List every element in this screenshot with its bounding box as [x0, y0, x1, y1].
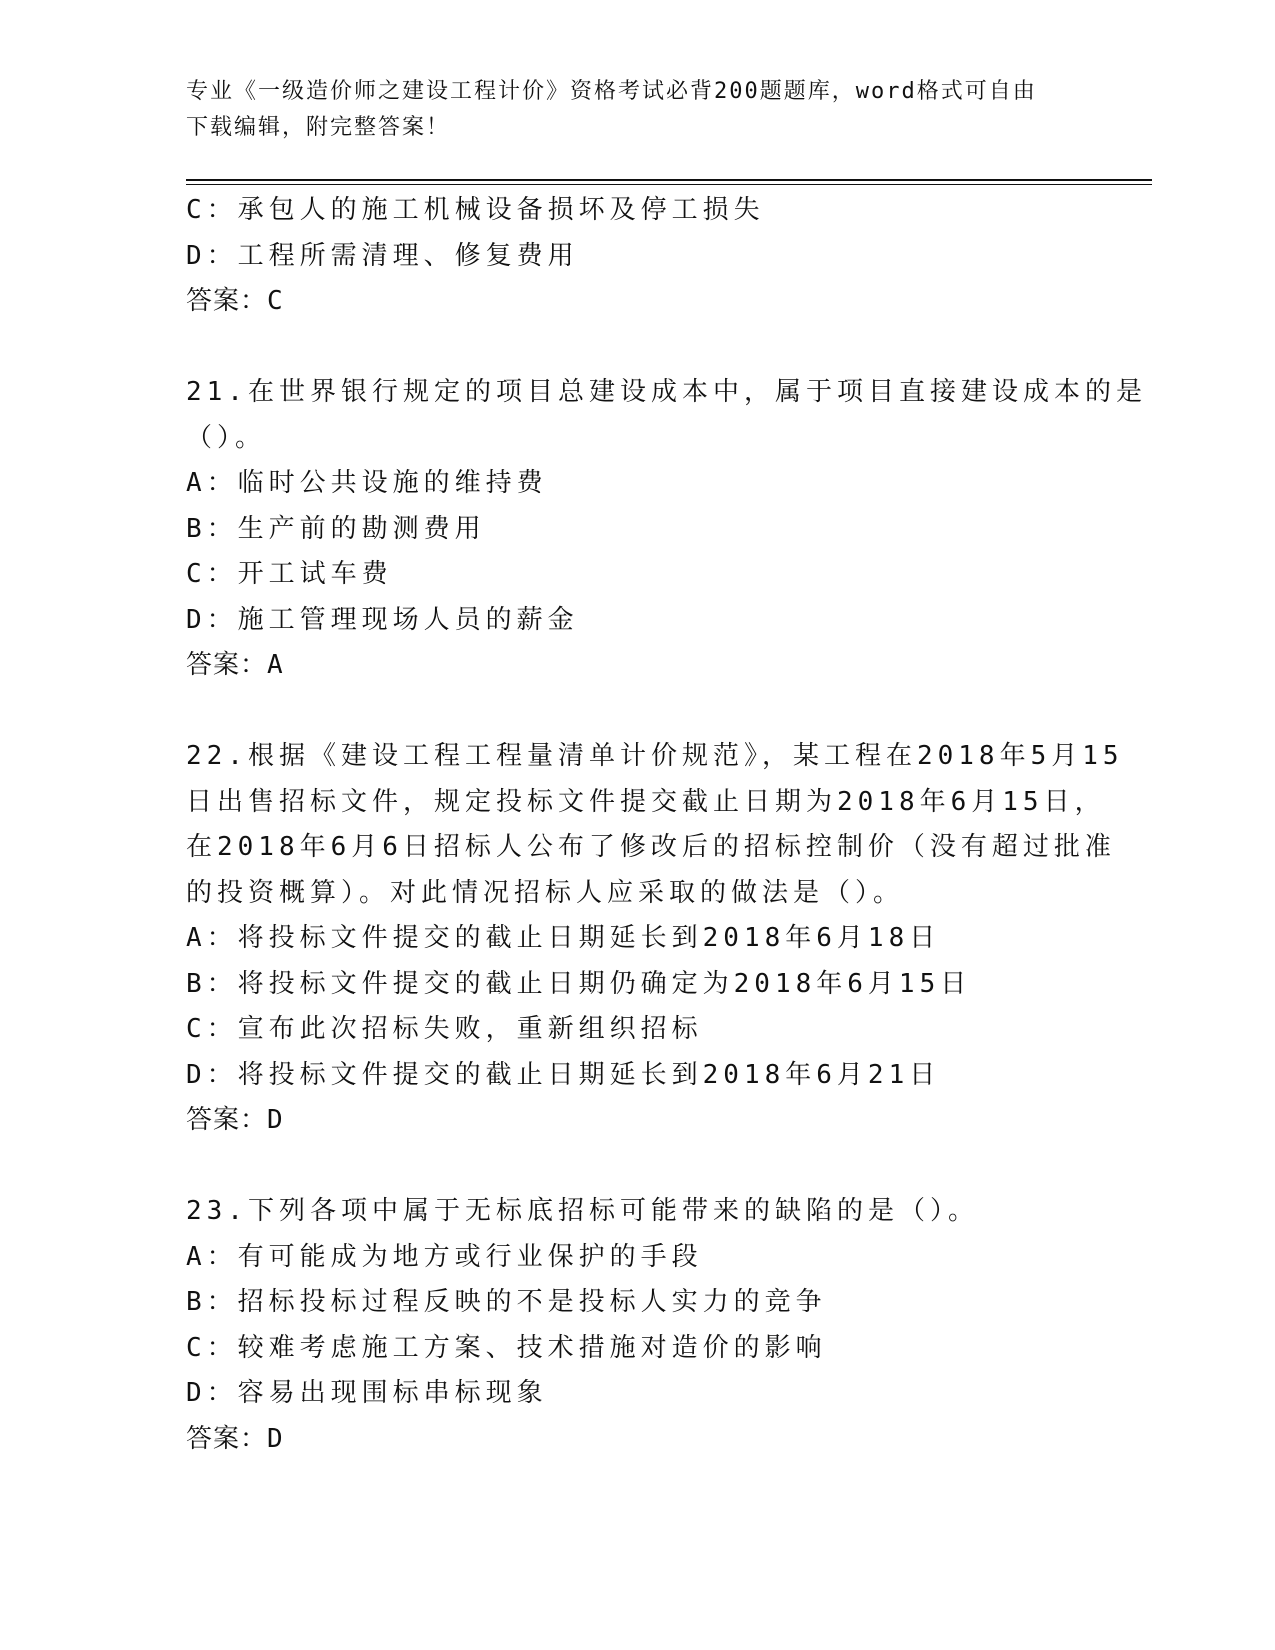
- option-c: C：宣布此次招标失败，重新组织招标: [186, 1014, 703, 1044]
- option-d: D：施工管理现场人员的薪金: [186, 604, 579, 635]
- spacer: [186, 689, 1086, 735]
- option-d: D：将投标文件提交的截止日期延长到2018年6月21日: [186, 1059, 941, 1090]
- question-21: [186, 370, 1147, 689]
- option-d: D：工程所需清理、修复费用: [186, 240, 579, 271]
- option-c: C：承包人的施工机械设备损坏及停工损失: [186, 195, 765, 225]
- question-stem-line: 日出售招标文件，规定投标文件提交截止日期为2018年6月15日，: [186, 786, 1106, 817]
- question-stem-line: 的投资概算）。对此情况招标人应采取的做法是（）。: [186, 877, 905, 908]
- answer: 答案：C: [186, 286, 284, 316]
- option-c: C：开工试车费: [186, 559, 393, 589]
- option-a: A：有可能成为地方或行业保护的手段: [186, 1241, 703, 1272]
- option-b: B：将投标文件提交的截止日期仍确定为2018年6月15日: [186, 968, 972, 999]
- document-header: [186, 74, 1086, 146]
- header-line-1: 专业《一级造价师之建设工程计价》资格考试必背200题题库，word格式可自由: [186, 79, 1037, 104]
- header-divider-thin: [186, 184, 1152, 185]
- header-divider-thick: [186, 179, 1152, 181]
- answer: 答案：D: [186, 1105, 284, 1135]
- question-23: [186, 1189, 1086, 1462]
- question-stem-line: 23.下列各项中属于无标底招标可能带来的缺陷的是（）。: [186, 1196, 979, 1226]
- option-b: B：招标投标过程反映的不是投标人实力的竞争: [186, 1287, 827, 1317]
- spacer: [186, 1144, 1086, 1190]
- option-c: C：较难考虑施工方案、技术措施对造价的影响: [186, 1332, 827, 1363]
- question-stem-line: 21.在世界银行规定的项目总建设成本中，属于项目直接建设成本的是: [186, 377, 1147, 407]
- option-a: A：将投标文件提交的截止日期延长到2018年6月18日: [186, 923, 941, 953]
- option-d: D：容易出现围标串标现象: [186, 1378, 548, 1408]
- question-stem-line: 在2018年6月6日招标人公布了修改后的招标控制价（没有超过批准: [186, 832, 1116, 862]
- question-stem-line: （）。: [186, 422, 267, 453]
- option-a: A：临时公共设施的维持费: [186, 468, 548, 498]
- question-fragment-20: [186, 188, 1086, 325]
- header-line-2: 下载编辑，附完整答案！: [186, 115, 451, 140]
- option-b: B：生产前的勘测费用: [186, 513, 486, 544]
- spacer: [186, 325, 1086, 371]
- question-list: [186, 188, 1147, 1462]
- answer: 答案：D: [186, 1423, 284, 1454]
- question-stem-line: 22.根据《建设工程工程量清单计价规范》，某工程在2018年5月15: [186, 741, 1124, 771]
- question-22: [186, 734, 1124, 1144]
- answer: 答案：A: [186, 650, 284, 680]
